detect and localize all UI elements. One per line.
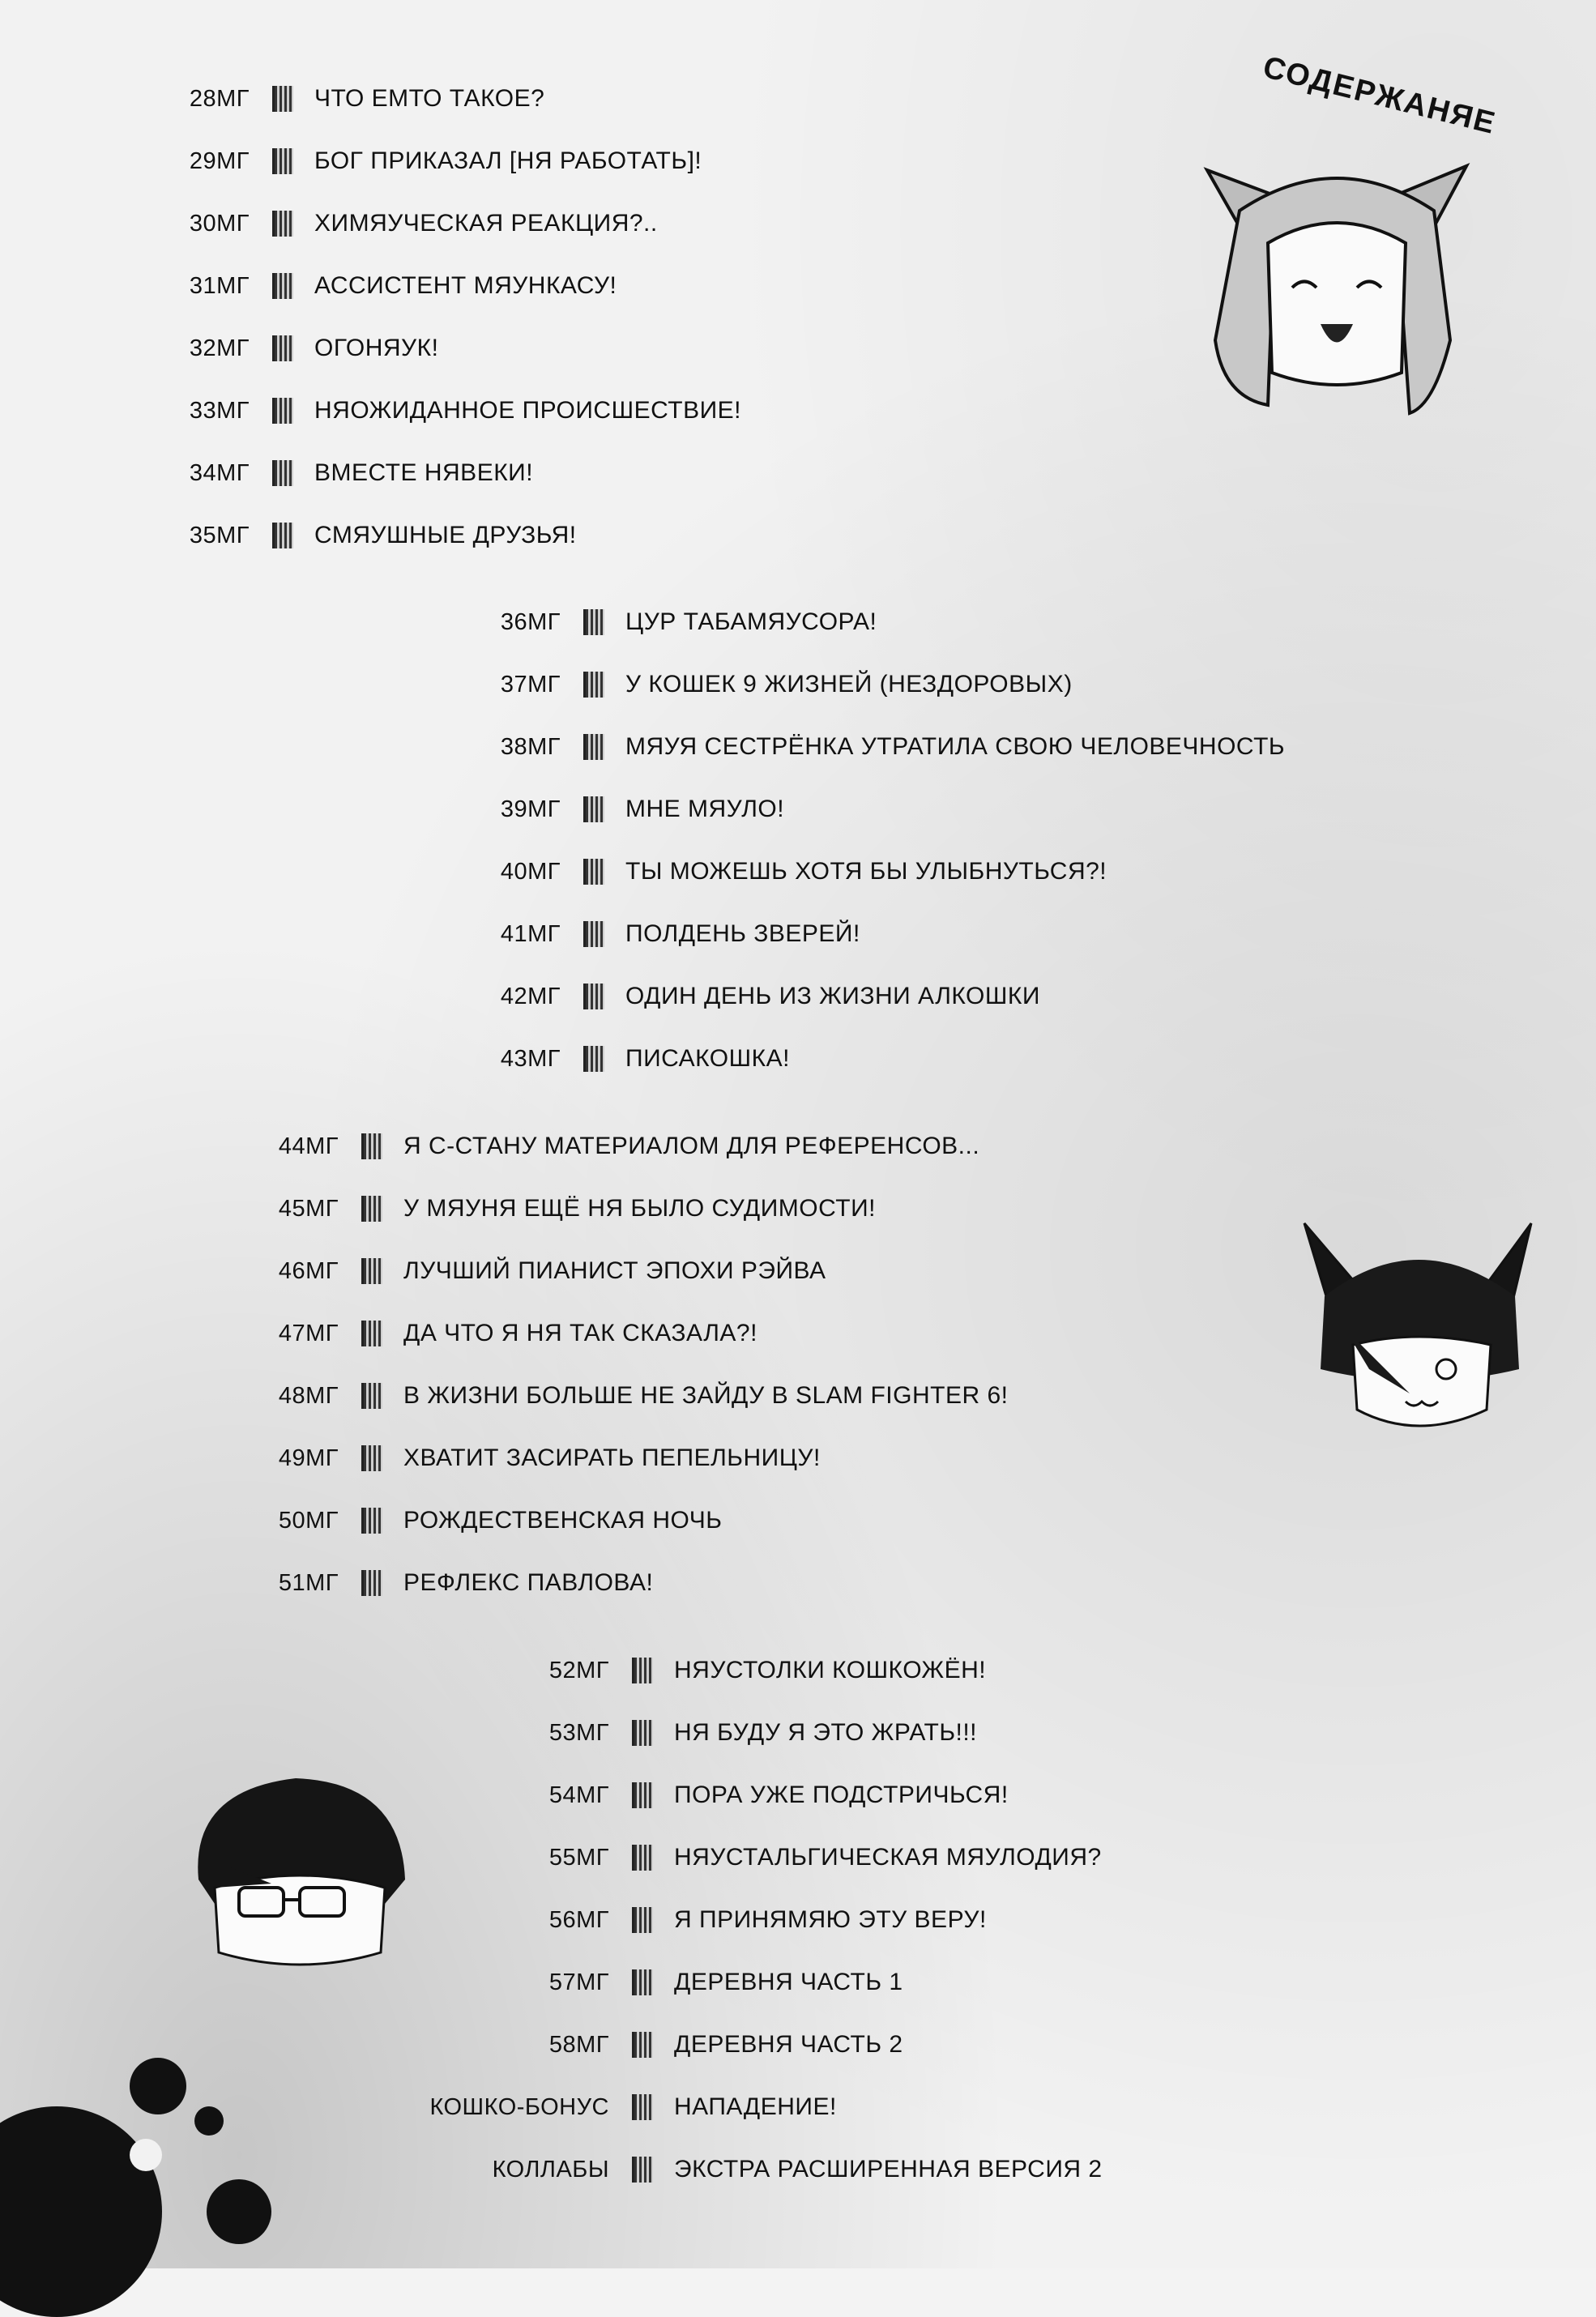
chapter-title: НЯ БУДУ Я ЭТО ЖРАТЬ!!! bbox=[674, 1719, 978, 1746]
separator-bar bbox=[583, 859, 604, 885]
chapter-title: НЯУСТАЛЬГИЧЕСКАЯ МЯУЛОДИЯ? bbox=[674, 1844, 1102, 1871]
chapter-title: ДЕРЕВНЯ ЧАСТЬ 2 bbox=[674, 2031, 903, 2058]
separator-bar bbox=[632, 1720, 653, 1746]
chapter-title: ЛУЧШИЙ ПИАНИСТ ЭПОХИ РЭЙВА bbox=[403, 1257, 826, 1284]
separator-bar bbox=[272, 460, 293, 486]
chapter-number: 31МГ bbox=[189, 273, 250, 299]
chapter-number: 37МГ bbox=[500, 672, 561, 698]
chapter-number: 56МГ bbox=[548, 1907, 609, 1933]
chapter-number: 40МГ bbox=[500, 859, 561, 885]
chapter-title: НАПАДЕНИЕ! bbox=[674, 2093, 837, 2120]
chapter-title: В ЖИЗНИ БОЛЬШЕ НЕ ЗАЙДУ В SLAM FIGHTER 6! bbox=[403, 1382, 1009, 1409]
separator-bar bbox=[272, 273, 293, 299]
separator-bar bbox=[361, 1508, 382, 1534]
chapter-title: ЧТО ЕМТО ТАКОЕ? bbox=[314, 85, 545, 112]
chapter-title: МНЕ МЯУЛО! bbox=[625, 796, 785, 822]
chapter-number: 39МГ bbox=[500, 796, 561, 822]
chapter-number: КОЛЛАБЫ bbox=[492, 2157, 609, 2183]
separator-bar bbox=[632, 1658, 653, 1683]
chapter-number: 29МГ bbox=[189, 148, 250, 174]
ink-splash bbox=[207, 2179, 271, 2244]
catgirl-illustration bbox=[1191, 138, 1483, 429]
separator-bar bbox=[361, 1321, 382, 1346]
separator-bar bbox=[583, 921, 604, 947]
chapter-number: 53МГ bbox=[548, 1720, 609, 1746]
chapter-number: 45МГ bbox=[278, 1196, 339, 1222]
chapter-title: ПОРА УЖЕ ПОДСТРИЧЬСЯ! bbox=[674, 1781, 1009, 1808]
separator-bar bbox=[632, 2032, 653, 2058]
chapter-number: 46МГ bbox=[278, 1258, 339, 1284]
separator-bar bbox=[632, 1782, 653, 1808]
chapter-number: 51МГ bbox=[278, 1570, 339, 1596]
catboy-illustration bbox=[1296, 1207, 1539, 1450]
chapter-title: РЕФЛЕКС ПАВЛОВА! bbox=[403, 1569, 654, 1596]
chapter-number: 50МГ bbox=[278, 1508, 339, 1534]
separator-bar bbox=[272, 86, 293, 112]
chapter-number: 57МГ bbox=[548, 1969, 609, 1995]
separator-bar bbox=[632, 1969, 653, 1995]
chapter-title: ЦУР ТАБАМЯУСОРА! bbox=[625, 608, 877, 635]
chapter-number: 36МГ bbox=[500, 609, 561, 635]
page-title: СОДЕРЖАНЯЕ bbox=[1259, 50, 1500, 142]
chapter-title: МЯУЯ СЕСТРЁНКА УТРАТИЛА СВОЮ ЧЕЛОВЕЧНОСТЬ bbox=[625, 733, 1286, 760]
separator-bar bbox=[272, 523, 293, 548]
chapter-number: 42МГ bbox=[500, 984, 561, 1009]
chapter-title: РОЖДЕСТВЕНСКАЯ НОЧЬ bbox=[403, 1507, 723, 1534]
chapter-title: ВМЕСТЕ НЯВЕКИ! bbox=[314, 459, 534, 486]
chapter-number: 54МГ bbox=[548, 1782, 609, 1808]
chapter-number: 30МГ bbox=[189, 211, 250, 237]
separator-bar bbox=[361, 1383, 382, 1409]
chapter-number: 34МГ bbox=[189, 460, 250, 486]
separator-bar bbox=[361, 1196, 382, 1222]
chapter-title: НЯУСТОЛКИ КОШКОЖЁН! bbox=[674, 1657, 987, 1683]
separator-bar bbox=[361, 1258, 382, 1284]
separator-bar bbox=[632, 2157, 653, 2183]
chapter-title: СМЯУШНЫЕ ДРУЗЬЯ! bbox=[314, 522, 577, 548]
separator-bar bbox=[583, 1046, 604, 1072]
separator-bar bbox=[632, 1907, 653, 1933]
chapter-number: 32МГ bbox=[189, 335, 250, 361]
chapter-title: БОГ ПРИКАЗАЛ [НЯ РАБОТАТЬ]! bbox=[314, 147, 702, 174]
ink-splash bbox=[130, 2058, 186, 2114]
separator-bar bbox=[361, 1445, 382, 1471]
chapter-title: ОГОНЯУК! bbox=[314, 335, 439, 361]
separator-bar bbox=[272, 211, 293, 237]
chapter-number: 44МГ bbox=[278, 1133, 339, 1159]
separator-bar bbox=[632, 2094, 653, 2120]
chapter-number: 38МГ bbox=[500, 734, 561, 760]
chapter-number: 49МГ bbox=[278, 1445, 339, 1471]
chapter-number: КОШКО-БОНУС bbox=[429, 2094, 609, 2120]
chapter-number: 43МГ bbox=[500, 1046, 561, 1072]
chapter-number: 41МГ bbox=[500, 921, 561, 947]
chapter-title: Я С-СТАНУ МАТЕРИАЛОМ ДЛЯ РЕФЕРЕНСОВ... bbox=[403, 1133, 980, 1159]
chapter-title: ПИСАКОШКА! bbox=[625, 1045, 790, 1072]
chapter-title: НЯОЖИДАННОЕ ПРОИСШЕСТВИЕ! bbox=[314, 397, 741, 424]
chapter-number: 28МГ bbox=[189, 86, 250, 112]
chapter-number: 33МГ bbox=[189, 398, 250, 424]
separator-bar bbox=[583, 609, 604, 635]
chapter-number: 35МГ bbox=[189, 523, 250, 548]
separator-bar bbox=[583, 672, 604, 698]
ink-splash bbox=[130, 2139, 162, 2171]
chapter-title: У КОШЕК 9 ЖИЗНЕЙ (НЕЗДОРОВЫХ) bbox=[625, 671, 1073, 698]
separator-bar bbox=[583, 984, 604, 1009]
separator-bar bbox=[361, 1570, 382, 1596]
chapter-title: ОДИН ДЕНЬ ИЗ ЖИЗНИ АЛКОШКИ bbox=[625, 983, 1040, 1009]
chapter-title: ХИМЯУЧЕСКАЯ РЕАКЦИЯ?.. bbox=[314, 210, 658, 237]
chapter-number: 52МГ bbox=[548, 1658, 609, 1683]
chapter-title: ПОЛДЕНЬ ЗВЕРЕЙ! bbox=[625, 920, 860, 947]
separator-bar bbox=[272, 148, 293, 174]
separator-bar bbox=[583, 734, 604, 760]
separator-bar bbox=[361, 1133, 382, 1159]
separator-bar bbox=[272, 398, 293, 424]
separator-bar bbox=[583, 796, 604, 822]
chapter-title: ТЫ МОЖЕШЬ ХОТЯ БЫ УЛЫБНУТЬСЯ?! bbox=[625, 858, 1107, 885]
chapter-title: ХВАТИТ ЗАСИРАТЬ ПЕПЕЛЬНИЦУ! bbox=[403, 1444, 821, 1471]
ink-splash bbox=[194, 2106, 224, 2136]
chapter-title: Я ПРИНЯМЯЮ ЭТУ ВЕРУ! bbox=[674, 1906, 987, 1933]
chapter-number: 55МГ bbox=[548, 1845, 609, 1871]
chapter-number: 58МГ bbox=[548, 2032, 609, 2058]
chapter-title: У МЯУНЯ ЕЩЁ НЯ БЫЛО СУДИМОСТИ! bbox=[403, 1195, 877, 1222]
separator-bar bbox=[632, 1845, 653, 1871]
glasses-character-illustration bbox=[182, 1766, 417, 1977]
chapter-number: 48МГ bbox=[278, 1383, 339, 1409]
separator-bar bbox=[272, 335, 293, 361]
chapter-title: ДЕРЕВНЯ ЧАСТЬ 1 bbox=[674, 1969, 903, 1995]
chapter-number: 47МГ bbox=[278, 1321, 339, 1346]
chapter-title: АССИСТЕНТ МЯУНКАСУ! bbox=[314, 272, 617, 299]
chapter-title: ДА ЧТО Я НЯ ТАК СКАЗАЛА?! bbox=[403, 1320, 757, 1346]
chapter-title: ЭКСТРА РАСШИРЕННАЯ ВЕРСИЯ 2 bbox=[674, 2156, 1103, 2183]
